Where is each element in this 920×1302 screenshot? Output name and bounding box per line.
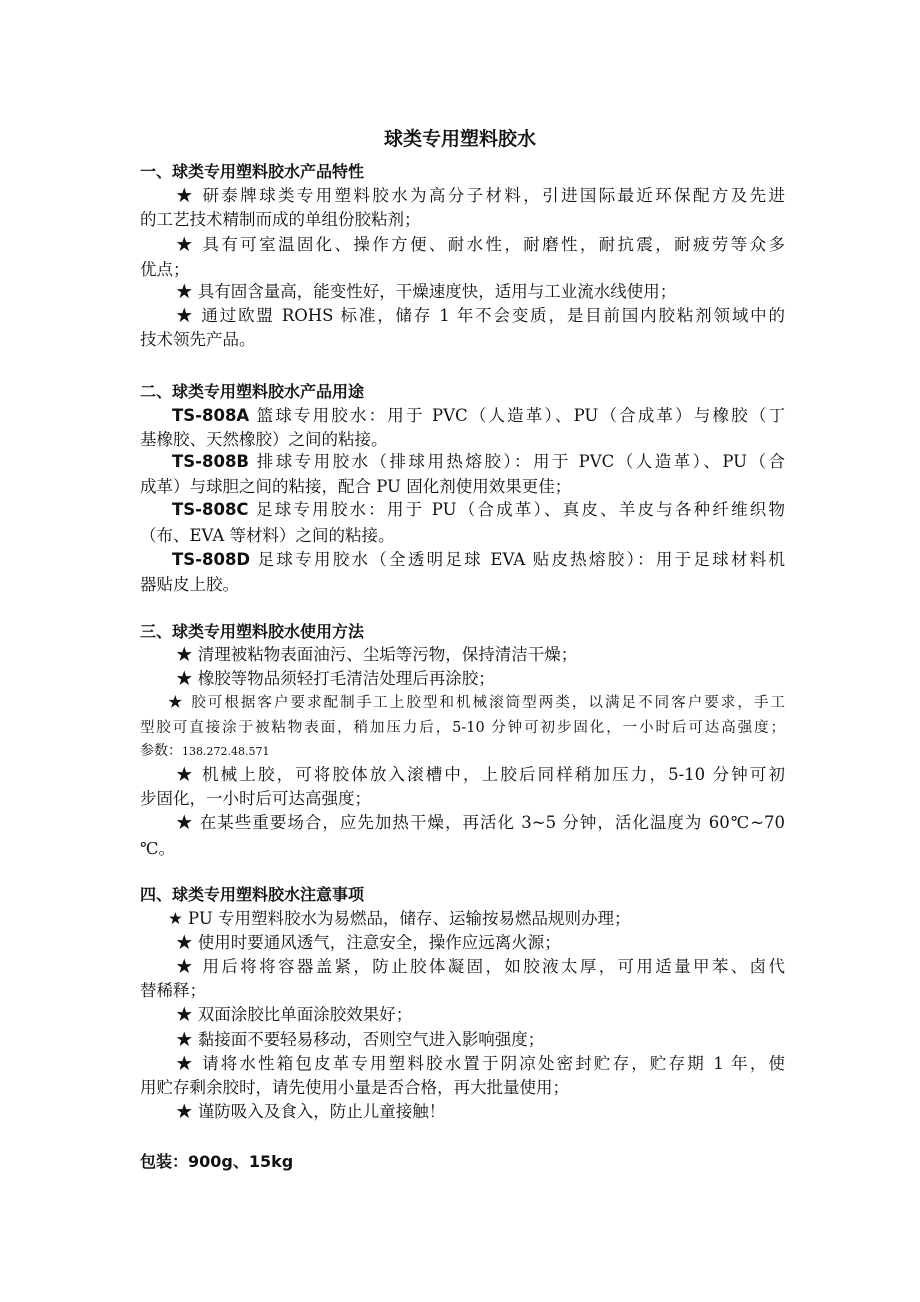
text-line: [140, 1053, 785, 1075]
text-line: [140, 980, 785, 1002]
text-line: [140, 329, 785, 351]
line-text: 三、球类专用塑料胶水使用方法: [140, 622, 365, 641]
line-text: 篮球专用胶水：用于 PVC（人造革）、PU（合成革）与橡胶（丁: [249, 406, 785, 425]
line-text: ★ 具有可室温固化、操作方便、耐水性，耐磨性，耐抗震，耐疲劳等众多: [176, 235, 785, 254]
line-text: 型胶可直接涂于被粘物表面，稍加压力后，5-10 分钟可初步固化，一小时后可达高强度；: [140, 720, 785, 736]
line-text: ★ 胶可根据客户要求配制手工上胶型和机械滚筒型两类，以满足不同客户要求，手工: [168, 695, 785, 711]
text-line: [140, 1029, 785, 1051]
text-line: [140, 259, 785, 281]
line-text: 排球专用胶水（排球用热熔胶）：用于 PVC（人造革）、PU（合: [249, 452, 785, 471]
document-title: 球类专用塑料胶水: [383, 128, 536, 150]
text-line: [140, 1077, 785, 1099]
parameter-line: [140, 740, 785, 763]
line-text: 优点；: [140, 260, 190, 279]
text-line: [140, 644, 785, 666]
text-line: [140, 956, 785, 978]
line-text: （布、EVA 等材料）之间的粘接。: [140, 526, 395, 545]
text-line: [140, 764, 785, 786]
line-text: 技术领先产品。: [140, 330, 256, 349]
text-line: [140, 717, 785, 739]
line-text: ★ 双面涂胶比单面涂胶效果好；: [176, 1005, 413, 1024]
line-text: ★ 黏接面不要轻易移动，否则空气进入影响强度；: [176, 1030, 545, 1049]
parameter-label: 参数：: [140, 743, 182, 759]
text-line: [140, 185, 785, 207]
line-text: 四、球类专用塑料胶水注意事项: [140, 885, 365, 904]
text-line: [140, 429, 785, 451]
line-text: 二、球类专用塑料胶水产品用途: [140, 382, 365, 401]
product-code: TS-808A: [172, 406, 250, 425]
text-line: [140, 234, 785, 256]
section-heading: [140, 381, 785, 403]
text-line: [140, 281, 785, 303]
text-line: [140, 451, 785, 473]
line-text: ★ 使用时要通风透气，注意安全，操作应远离火源；: [176, 933, 561, 952]
text-line: [140, 692, 785, 714]
line-text: 的工艺技术精制而成的单组份胶粘剂；: [140, 210, 421, 229]
line-text: ★ 清理被粘物表面油污、尘垢等污物，保持清洁干燥；: [176, 645, 578, 664]
text-line: [140, 525, 785, 547]
text-line: [140, 574, 785, 596]
line-text: 用贮存剩余胶时，请先使用小量是否合格，再大批量使用；: [140, 1078, 569, 1097]
text-line: [140, 499, 785, 521]
product-code: TS-808D: [172, 550, 251, 569]
line-text: 基橡胶、天然橡胶）之间的粘接。: [140, 430, 388, 449]
line-text: 足球专用胶水（全透明足球 EVA 贴皮热熔胶）：用于足球材料机: [250, 550, 785, 569]
line-text: ★ 通过欧盟 ROHS 标准，储存 1 年不会变质，是目前国内胶粘剂领域中的: [176, 306, 785, 325]
section-heading: [140, 621, 785, 643]
line-text: ★ 橡胶等物品须轻打毛清洁处理后再涂胶；: [176, 669, 495, 688]
text-line: [140, 812, 785, 834]
section-heading: [140, 161, 785, 183]
line-text: ★ 研泰牌球类专用塑料胶水为高分子材料，引进国际最近环保配方及先进: [176, 186, 785, 205]
product-code: TS-808B: [172, 452, 250, 471]
text-line: [140, 476, 785, 498]
line-text: ℃。: [140, 839, 175, 858]
text-line: [140, 838, 785, 860]
line-text: 成革）与球胆之间的粘接，配合 PU 固化剂使用效果更佳；: [140, 477, 572, 496]
line-text: 足球专用胶水：用于 PU（合成革）、真皮、羊皮与各种纤维织物: [248, 500, 785, 519]
packaging-info: 包装：900g、15kg: [140, 1152, 294, 1171]
text-line: [140, 788, 785, 810]
line-text: 器贴皮上胶。: [140, 575, 239, 594]
text-line: [140, 209, 785, 231]
text-line: [140, 1101, 785, 1123]
line-text: ★ 具有固含量高，能变性好，干燥速度快，适用与工业流水线使用；: [176, 282, 677, 301]
line-text: 替稀释；: [140, 981, 206, 1000]
line-text: ★ 谨防吸入及食入，防止儿童接触！: [176, 1102, 446, 1121]
text-line: [140, 908, 785, 930]
text-line: [140, 549, 785, 571]
line-text: ★ 用后将将容器盖紧，防止胶体凝固，如胶液太厚，可用适量甲苯、卤代: [176, 957, 785, 976]
line-text: ★ PU 专用塑料胶水为易燃品，储存、运输按易燃品规则办理；: [168, 909, 631, 928]
text-line: [140, 932, 785, 954]
line-text: 138.272.48.571: [182, 745, 270, 758]
line-text: 步固化，一小时后可达高强度；: [140, 789, 371, 808]
line-text: 一、球类专用塑料胶水产品特性: [140, 162, 365, 181]
text-line: [140, 1004, 785, 1026]
text-line: [140, 668, 785, 690]
line-text: ★ 请将水性箱包皮革专用塑料胶水置于阴凉处密封贮存，贮存期 1 年，使: [176, 1054, 785, 1073]
line-text: ★ 在某些重要场合，应先加热干燥，再活化 3~5 分钟，活化温度为 60℃~70: [176, 813, 785, 832]
text-line: [140, 405, 785, 427]
product-code: TS-808C: [172, 500, 249, 519]
text-line: [140, 305, 785, 327]
section-heading: [140, 884, 785, 906]
line-text: ★ 机械上胶，可将胶体放入滚槽中，上胶后同样稍加压力，5-10 分钟可初: [176, 765, 785, 784]
